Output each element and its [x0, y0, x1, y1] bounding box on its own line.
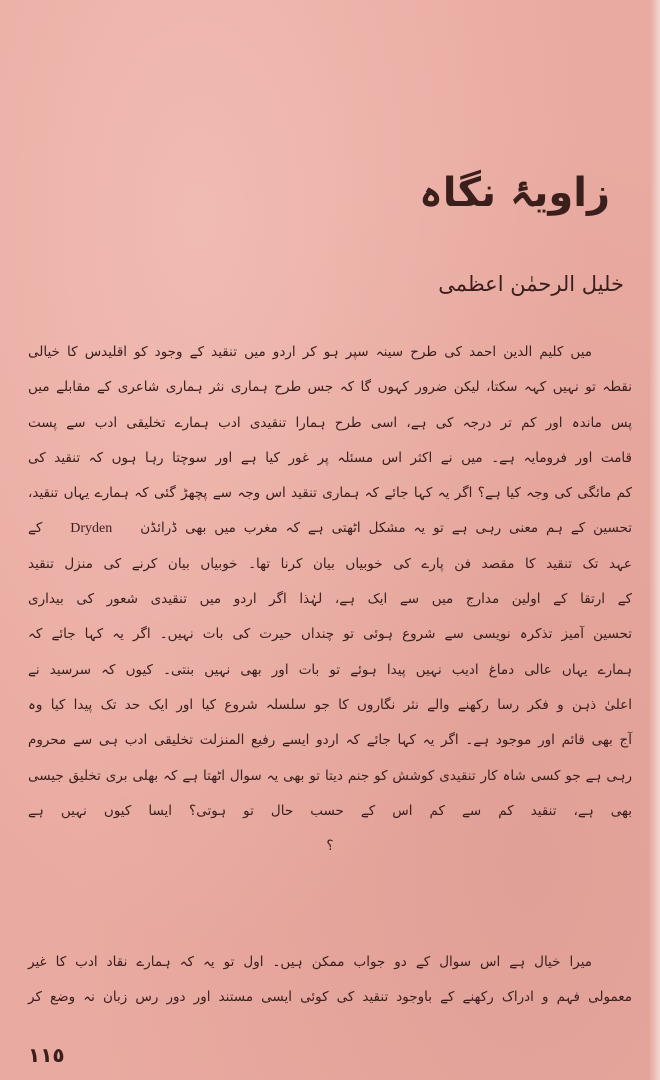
paragraph-2: [28, 945, 632, 1016]
text-line: آج بھی قائم اور موجود ہے۔ اگر یہ کہا جائے کہ اردو ایسے رفیع المنزلت تخلیقی ادب ہی سے محروم: [28, 732, 632, 749]
article-title: زاویۂ نگاہ: [419, 170, 610, 216]
text-line: رہی ہے جو کسی شاہ کار تنقیدی کوشش کو جنم دیتا تو بھی یہ سوال اٹھتا ہے کہ بھلی بری تخلیق جیسی: [28, 767, 632, 784]
text-line: بھی ہے، تنقید کم سے کم اس کے حسب حال تو ہوتی؟ ایسا کیوں نہیں ہے: [28, 802, 632, 819]
latin-name: Dryden: [70, 521, 113, 537]
text-line: ہمارے یہاں عالی دماغ ادیب نہیں پیدا ہوئے تو بات اور بھی نہیں بنتی۔ کیوں کہ سرسید نے: [28, 661, 632, 678]
text-line: کم مائگی کی وجہ کیا ہے؟ اگر یہ کہا جائے کہ ہماری تنقید اس وجہ سے پچھڑ گئی کہ ہمارے یہاں تنقید،: [28, 485, 632, 502]
text-line: تحسین آمیز تذکرہ نویسی سے شروع ہوئی تو چنداں حیرت کی بات نہیں۔ اگر یہ کہا جائے کہ: [28, 626, 632, 643]
text-line: کے ارتقا کے اولین مدارج میں سے ایک ہے، لہٰذا اگر اردو میں تنقیدی شعور کی بیداری: [28, 591, 632, 608]
text-line: قامت اور فرومایہ ہے۔ میں نے اکثر اس مسئلہ پر غور کیا ہے اور سوچتا رہا ہوں کہ تنقید کی: [28, 449, 632, 466]
page-number: ١١٥: [28, 1043, 65, 1067]
text-line: نقطہ تو نہیں کہہ سکتا، لیکن ضرور کہوں گا کہ جس طرح ہماری نثر ہماری شاعری کے مقابلے میں: [28, 379, 632, 396]
text-line-dryden: [28, 511, 632, 546]
text-line: پس ماندہ اور کم تر درجہ کی ہے، اسی طرح ہمارا تنقیدی ادب ہمارے تخلیقی ادب سے پست: [28, 414, 632, 431]
text-line: میں کلیم الدین احمد کی طرح سینہ سپر ہو کر اردو میں تنقید کے وجود کو اقلیدس کا خیالی: [28, 344, 592, 360]
text-line: معمولی فہم و ادراک رکھنے کے باوجود تنقید کی کوئی ایسی مستند اور دور رس زبان نہ وضع کر: [28, 989, 632, 1006]
text-line: عہد تک تنقید کا مقصد فن پارے کی خوبیاں بیان کرنا تھا۔ خوبیاں بیان کرنے کی منزل تنقید: [28, 555, 632, 572]
paragraph-1: [28, 335, 632, 864]
page-edge: [650, 0, 660, 1080]
text-line: میرا خیال ہے اس سوال کے دو جواب ممکن ہیں۔ اول تو یہ کہ ہمارے نقاد ادب کا غیر: [28, 954, 592, 970]
text-segment: کے: [28, 520, 43, 537]
text-line: اعلیٰ ذہن و فکر رسا رکھنے والے نثر نگاروں کا جو سلسلہ شروع کیا اور ایک حد تک پیدا کیا وہ: [28, 696, 632, 713]
text-line-tail: ؟: [326, 838, 334, 855]
author-name: خلیل الرحمٰن اعظمی: [438, 272, 624, 296]
text-segment: تحسین کے ہم معنی رہی ہے تو یہ مشکل اٹھتی ہے کہ مغرب میں بھی ڈرائڈن: [140, 520, 632, 537]
